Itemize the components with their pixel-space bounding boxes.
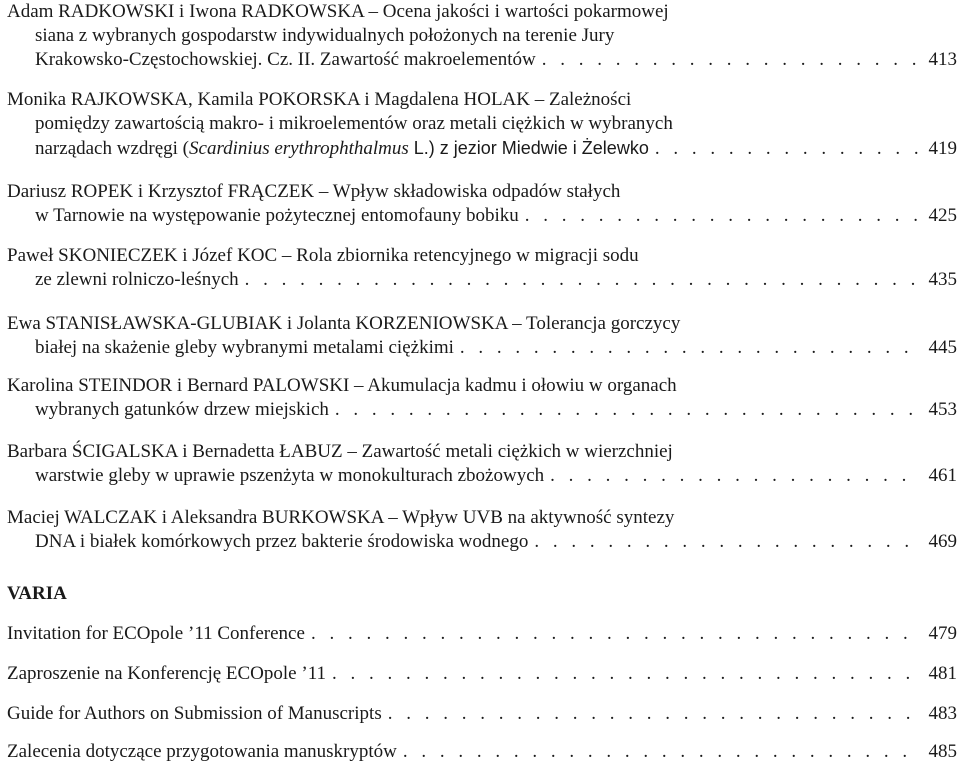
page-number: 453 bbox=[928, 399, 957, 420]
entry-title-line: Monika RAJKOWSKA, Kamila POKORSKA i Magdalena HOLAK – Zależności bbox=[7, 89, 632, 110]
toc-entry bbox=[7, 506, 957, 554]
page-number: 481 bbox=[928, 663, 957, 684]
entry-title-line: wybranych gatunków drzew miejskich bbox=[35, 399, 329, 420]
toc-entry bbox=[7, 702, 957, 726]
toc-entry bbox=[7, 312, 957, 360]
page-number: 461 bbox=[928, 465, 957, 486]
entry-title-line: siana z wybranych gospodarstw indywidualnych położonych na terenie Jury bbox=[35, 25, 615, 46]
entry-title-line: Ewa STANISŁAWSKA-GLUBIAK i Jolanta KORZENIOWSKA – Tolerancja gorczycy bbox=[7, 313, 681, 334]
page-number: 469 bbox=[928, 531, 957, 552]
dot-leader bbox=[326, 662, 921, 686]
entry-title-line: Adam RADKOWSKI i Iwona RADKOWSKA – Ocena jakości i wartości pokarmowej bbox=[7, 1, 669, 22]
entry-title-line: Invitation for ECOpole ’11 Conference bbox=[7, 623, 305, 644]
entry-title-part: L.) z jezior Miedwie i Żelewko bbox=[408, 138, 649, 158]
page-number: 445 bbox=[928, 337, 957, 358]
entry-title-line: Zalecenia dotyczące przygotowania manuskryptów bbox=[7, 741, 397, 762]
dot-leader bbox=[305, 622, 921, 646]
entry-last-line bbox=[7, 336, 957, 360]
section-heading: VARIA bbox=[7, 583, 67, 604]
entry-last-line bbox=[7, 48, 957, 72]
entry-title-line bbox=[35, 136, 649, 161]
entry-last-line bbox=[7, 136, 957, 160]
species-name: Scardinius erythrophthalmus bbox=[189, 138, 409, 159]
toc-entry bbox=[7, 740, 957, 764]
dot-leader bbox=[519, 204, 921, 228]
entry-last-line bbox=[7, 622, 957, 646]
entry-title-line: Karolina STEINDOR i Bernard PALOWSKI – Akumulacja kadmu i ołowiu w organach bbox=[7, 375, 677, 396]
entry-title-line: DNA i białek komórkowych przez bakterie środowiska wodnego bbox=[35, 531, 529, 552]
entry-title-line: warstwie gleby w uprawie pszenżyta w monokulturach zbożowych bbox=[35, 465, 545, 486]
dot-leader bbox=[329, 398, 921, 422]
entry-last-line bbox=[7, 530, 957, 554]
dot-leader bbox=[536, 48, 921, 72]
entry-last-line bbox=[7, 204, 957, 228]
entry-last-line bbox=[7, 662, 957, 686]
dot-leader bbox=[397, 740, 921, 764]
toc-entry bbox=[7, 440, 957, 488]
entry-title-line: Dariusz ROPEK i Krzysztof FRĄCZEK – Wpływ składowiska odpadów stałych bbox=[7, 181, 621, 202]
dot-leader bbox=[239, 268, 921, 292]
entry-title-line: Krakowsko-Częstochowskiej. Cz. II. Zawartość makroelementów bbox=[35, 49, 536, 70]
page-number: 483 bbox=[928, 703, 957, 724]
entry-title-line: białej na skażenie gleby wybranymi metalami ciężkimi bbox=[35, 337, 454, 358]
entry-title-line: w Tarnowie na występowanie pożytecznej entomofauny bobiku bbox=[35, 205, 519, 226]
page-number: 435 bbox=[928, 269, 957, 290]
toc-entry bbox=[7, 662, 957, 686]
entry-last-line bbox=[7, 464, 957, 488]
page-number: 479 bbox=[928, 623, 957, 644]
page-number: 419 bbox=[928, 138, 957, 159]
entry-last-line bbox=[7, 268, 957, 292]
entry-title-line: ze zlewni rolniczo-leśnych bbox=[35, 269, 239, 290]
toc-entry bbox=[7, 180, 957, 228]
toc-entry bbox=[7, 88, 957, 160]
entry-title-line: pomiędzy zawartością makro- i mikroelementów oraz metali ciężkich w wybranych bbox=[35, 113, 673, 134]
page-number: 485 bbox=[928, 741, 957, 762]
dot-leader bbox=[382, 702, 921, 726]
dot-leader bbox=[649, 137, 921, 161]
dot-leader bbox=[544, 464, 921, 488]
dot-leader bbox=[528, 530, 921, 554]
entry-last-line bbox=[7, 398, 957, 422]
toc-entry bbox=[7, 0, 957, 72]
entry-title-line: Paweł SKONIECZEK i Józef KOC – Rola zbiornika retencyjnego w migracji sodu bbox=[7, 245, 639, 266]
entry-title-line: Barbara ŚCIGALSKA i Bernadetta ŁABUZ – Zawartość metali ciężkich w wierzchniej bbox=[7, 441, 673, 462]
toc-entry bbox=[7, 244, 957, 292]
page-number: 413 bbox=[928, 49, 957, 70]
entry-title-line: Guide for Authors on Submission of Manuscripts bbox=[7, 703, 382, 724]
entry-title-part: narządach wzdręgi ( bbox=[35, 138, 190, 159]
page-number: 425 bbox=[928, 205, 957, 226]
dot-leader bbox=[454, 336, 921, 360]
entry-title-line: Zaproszenie na Konferencję ECOpole ’11 bbox=[7, 663, 326, 684]
entry-last-line bbox=[7, 702, 957, 726]
toc-entry bbox=[7, 622, 957, 646]
entry-last-line bbox=[7, 740, 957, 764]
entry-title-line: Maciej WALCZAK i Aleksandra BURKOWSKA – Wpływ UVB na aktywność syntezy bbox=[7, 507, 675, 528]
toc-entry bbox=[7, 374, 957, 422]
